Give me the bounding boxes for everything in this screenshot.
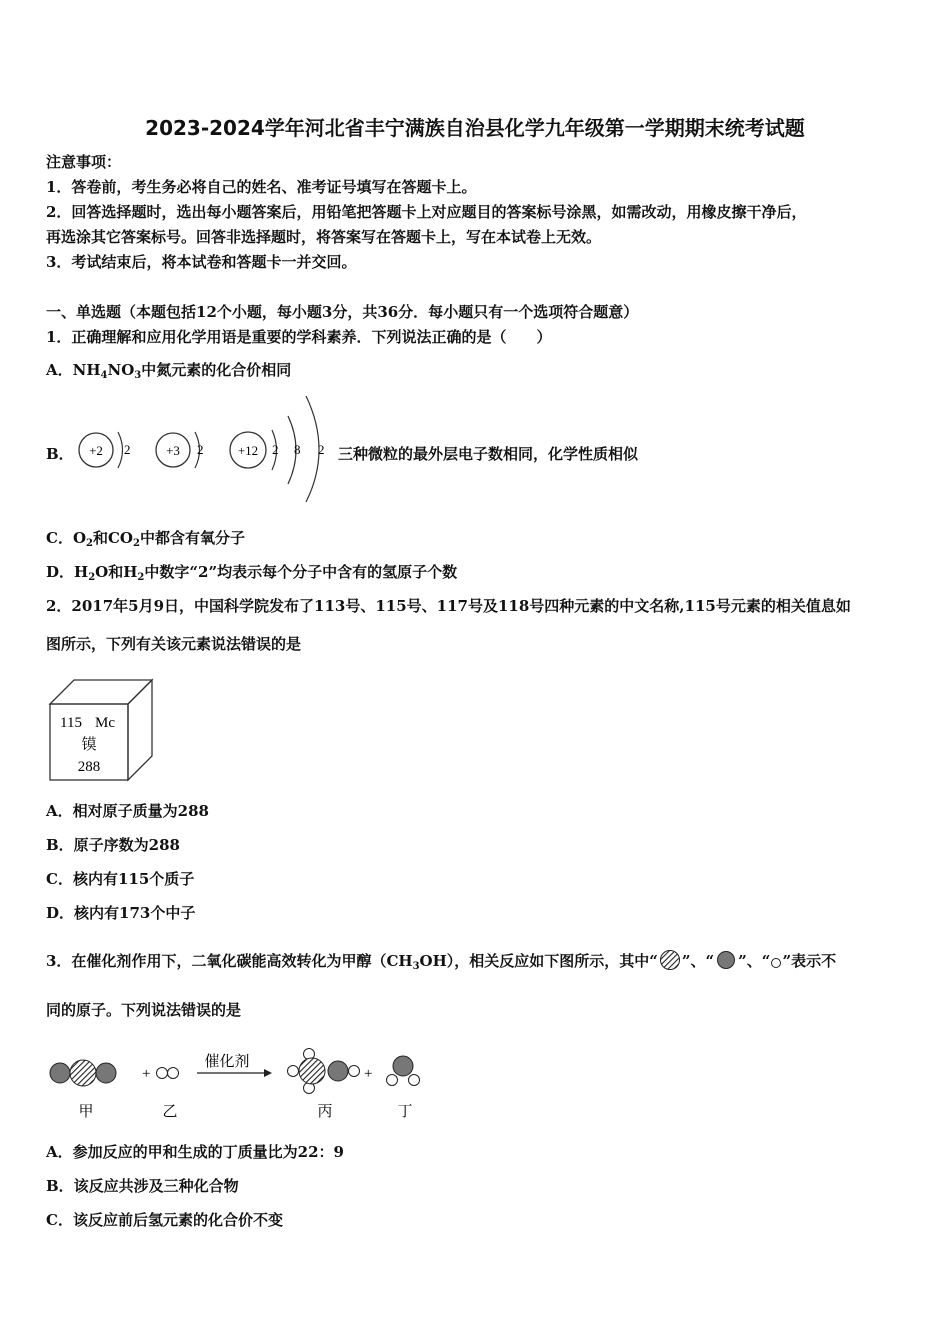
note-3: 3．考试结束后，将本试卷和答题卡一并交回。: [46, 253, 357, 271]
q2-option-b: B．原子序数为288: [46, 836, 180, 854]
q3-option-c: C．该反应前后氢元素的化合价不变: [46, 1211, 283, 1229]
q3-option-a: A．参加反应的甲和生成的丁质量比为22：9: [46, 1143, 344, 1161]
atom1-nucleus: +2: [89, 443, 103, 458]
plus-sign-1: +: [142, 1066, 151, 1082]
atom-diagram-1: [79, 432, 131, 468]
note-2b: 再选涂其它答案标号。回答非选择题时，将答案写在答题卡上，写在本试卷上无效。: [46, 228, 602, 246]
element-symbol: Mc: [95, 715, 115, 731]
note-2a: 2．回答选择题时，选出每小题答案后，用铅笔把答题卡上对应题目的答案标号涂黑，如需改动，用橡皮擦干净后，: [46, 203, 807, 221]
q3-option-b: B．该反应共涉及三种化合物: [46, 1177, 239, 1195]
atom3-shell1: 2: [272, 442, 279, 457]
plus-sign-2: +: [364, 1066, 373, 1082]
gray-atom-icon: [714, 950, 738, 970]
q3-stem-line1: 3．在催化剂作用下，二氧化碳能高效转化为甲醇$(CH_3OH)$，相关反应如下图所示，其中“ ”、“ ”、“ ”表示不: [46, 952, 837, 972]
reaction-arrow-head: [264, 1069, 272, 1077]
molecule-ding: [387, 1056, 420, 1086]
atom2-shell1: 2: [197, 442, 204, 457]
label-jia: 甲: [78, 1102, 94, 1120]
atom2-nucleus: +3: [166, 443, 180, 458]
atom3-shell2: 8: [294, 442, 301, 457]
q2-stem-line2: 图所示，下列有关该元素说法错误的是: [46, 635, 302, 653]
atom-diagram-3: [230, 396, 325, 502]
q3-stem-line2: 同的原子。下列说法错误的是: [46, 1001, 242, 1019]
element-mass: 288: [77, 759, 101, 775]
q2-option-c: C．核内有115个质子: [46, 870, 195, 888]
atom3-nucleus: +12: [237, 443, 259, 458]
atom3-shell3: 2: [318, 442, 325, 457]
q1-option-b-text: 三种微粒的最外层电子数相同，化学性质相似: [338, 445, 639, 463]
atom-structure-diagrams: [70, 388, 340, 503]
q1-stem: 1．正确理解和应用化学用语是重要的学科素养．下列说法正确的是（ ）: [46, 328, 552, 346]
hatched-atom-icon: [658, 950, 682, 970]
notes-heading: 注意事项：: [46, 153, 122, 171]
q1-option-b-label: B．: [46, 445, 74, 463]
q1-option-d: D．$H_2O$和$H_2$中数字“2”均表示每个分子中含有的氢原子个数: [46, 563, 458, 583]
reaction-diagram: [46, 1042, 436, 1124]
element-name: 镆: [81, 735, 97, 753]
label-bing: 丙: [317, 1102, 333, 1120]
q2-option-d: D．核内有173个中子: [46, 904, 196, 922]
section-heading: 一、单选题（本题包括12个小题，每小题3分，共36分．每小题只有一个选项符合题意）: [46, 303, 639, 321]
note-1: 1．答卷前，考生务必将自己的姓名、准考证号填写在答题卡上。: [46, 178, 477, 196]
white-atom-icon: [770, 950, 782, 970]
q1-option-c: C．$O_2$和$CO_2$中都含有氧分子: [46, 529, 245, 549]
molecule-yi: [157, 1068, 179, 1079]
atom1-shell1: 2: [124, 442, 131, 457]
q2-option-a: A．相对原子质量为288: [46, 802, 209, 820]
q1-option-a: A．$NH_4NO_3$中氮元素的化合价相同: [46, 361, 292, 381]
molecule-bing: [288, 1049, 360, 1094]
page-title: 2023-2024学年河北省丰宁满族自治县化学九年级第一学期期末统考试题: [145, 116, 805, 140]
q2-stem-line1: 2．2017年5月9日，中国科学院发布了113号、115号、117号及118号四种元素的中文名称,115号元素的相关值息如: [46, 597, 851, 615]
element-number: 115: [60, 715, 82, 731]
label-yi: 乙: [162, 1102, 178, 1120]
catalyst-label: 催化剂: [204, 1052, 250, 1070]
molecule-jia: [50, 1060, 116, 1086]
atom-diagram-2: [156, 432, 204, 468]
label-ding: 丁: [397, 1102, 413, 1120]
element-cell-figure: [46, 676, 158, 784]
